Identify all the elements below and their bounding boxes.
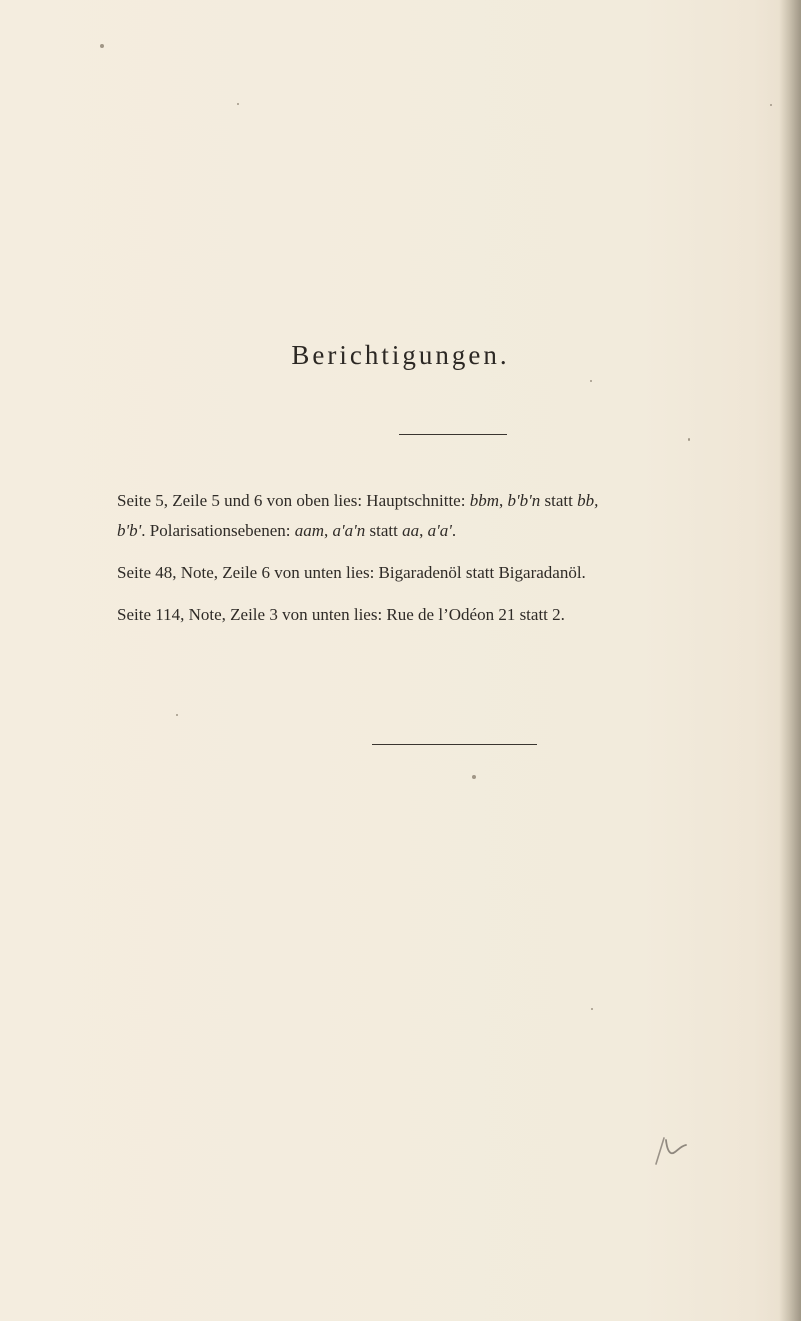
correction-entry (117, 486, 801, 546)
page-title: Berichtigungen. (291, 340, 510, 370)
correction-entry: Seite 48, Note, Zeile 6 von unten lies: Bigaradenöl statt Bigaradanöl. (117, 563, 586, 582)
correction-line: Seite 5, Zeile 5 und 6 von oben lies: Hauptschnitte: bbm, b'b'n statt bb, (117, 491, 599, 510)
correction-line: b'b'. Polarisationsebenen: aam, a'a'n statt aa, a'a'. (117, 521, 457, 540)
page-edge-shadow (779, 0, 801, 1321)
correction-entry: Seite 114, Note, Zeile 3 von unten lies: Rue de l’Odéon 21 statt 2. (117, 605, 565, 624)
divider-top (399, 434, 507, 435)
entry-spacer (117, 588, 801, 600)
corrections-list (117, 486, 801, 630)
divider-bottom (372, 744, 537, 745)
pencil-mark (648, 1128, 692, 1168)
entry-spacer (117, 546, 801, 558)
